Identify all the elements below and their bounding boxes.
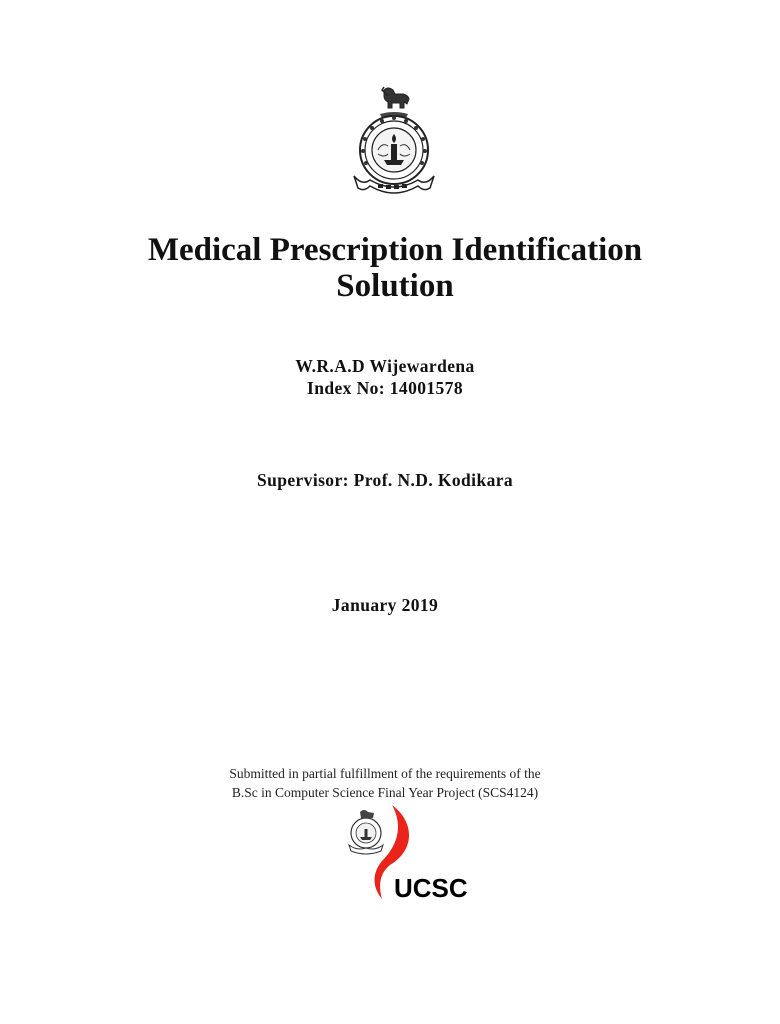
university-crest-icon [348,84,440,202]
ucsc-logo-text: UCSC [394,873,468,903]
small-crest-icon [349,810,383,854]
author-name: W.R.A.D Wijewardena [295,356,475,376]
submission-date: January 2019 [331,595,439,615]
supervisor-name: Supervisor: Prof. N.D. Kodikara [256,470,514,490]
ucsc-logo [344,803,468,905]
document-title-line-2: Solution [336,268,454,304]
submission-statement-line-1: Submitted in partial fulfillment of the requirements of the [229,766,541,781]
document-title-line-1: Medical Prescription Identification [147,232,643,268]
index-number: Index No: 14001578 [307,378,463,398]
submission-statement-line-2: B.Sc in Computer Science Final Year Project (SCS4124) [231,785,539,800]
